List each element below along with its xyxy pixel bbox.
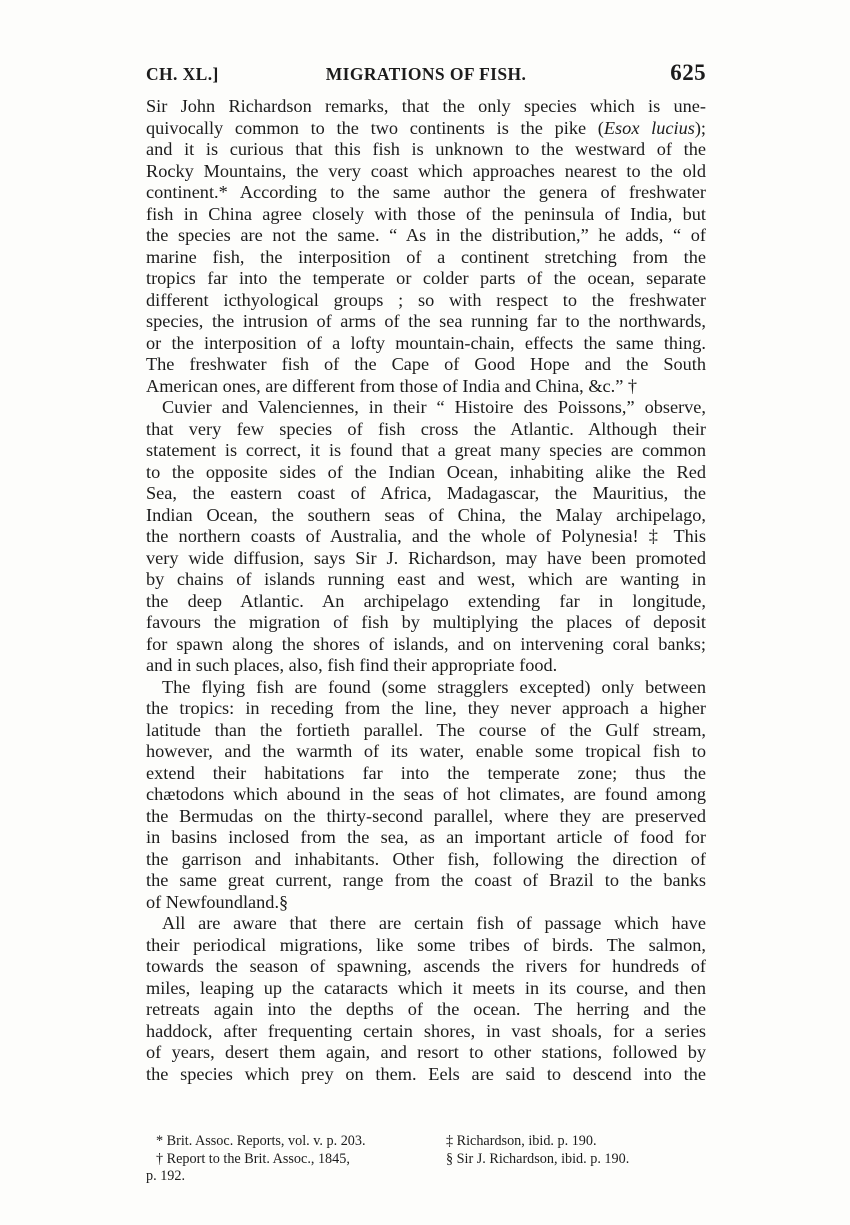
page-number: 625	[670, 60, 706, 85]
chapter-label: CH. XL.]	[146, 64, 219, 84]
text-line: The flying fish are found (some stragglers excepted) only between	[162, 676, 706, 697]
text-line: miles, leaping up the cataracts which it meets in its course, and then	[146, 977, 706, 998]
text-line: by chains of islands running east and west, which are wanting in	[146, 569, 706, 589]
text-line: marine fish, the interposition of a continent stretching from the	[146, 246, 706, 267]
text-line: continent.* According to the same author the genera of freshwater	[146, 182, 706, 202]
running-title: MIGRATIONS OF FISH.	[325, 64, 527, 84]
text-line: their periodical migrations, like some tribes of birds. The salmon,	[146, 934, 706, 955]
text-line: haddock, after frequenting certain shores, in vast shoals, for a series	[146, 1020, 706, 1041]
text-line: the northern coasts of Australia, and the whole of Polynesia! ‡ This	[146, 526, 706, 546]
text-line: different icthyological groups ; so with respect to the freshwater	[146, 289, 706, 310]
text-line: quivocally common to the two continents is the pike (Esox lucius);	[146, 117, 706, 138]
text-line: fish in China agree closely with those of the peninsula of India, but	[146, 203, 706, 224]
text-line: statement is correct, it is found that a great many species are common	[146, 440, 706, 460]
text-line: the same great current, range from the coast of Brazil to the banks	[146, 870, 706, 890]
footnote: * Brit. Assoc. Reports, vol. v. p. 203.	[156, 1133, 366, 1149]
text-line: species, the intrusion of arms of the sea running far to the northwards,	[146, 311, 706, 331]
text-line: Rocky Mountains, the very coast which approaches nearest to the old	[146, 160, 706, 181]
text-line: of Newfoundland.§	[146, 891, 289, 912]
text-line: American ones, are different from those of India and China, &c.” †	[146, 375, 638, 396]
footnote: § Sir J. Richardson, ibid. p. 190.	[446, 1150, 630, 1167]
text-line: or the interposition of a lofty mountain-chain, effects the same thing.	[146, 332, 706, 353]
text-line: the Bermudas on the thirty-second parallel, where they are preserved	[146, 805, 706, 826]
text-line: and it is curious that this fish is unknown to the westward of the	[146, 139, 706, 159]
text-line: extend their habitations far into the temperate zone; thus the	[146, 762, 706, 783]
text-line: to the opposite sides of the Indian Ocean, inhabiting alike the Red	[146, 461, 706, 482]
text-line: retreats again into the depths of the ocean. The herring and the	[146, 999, 706, 1019]
text-line: Indian Ocean, the southern seas of China, the Malay archipelago,	[146, 504, 706, 525]
text-line: tropics far into the temperate or colder parts of the ocean, separate	[146, 268, 706, 288]
text-line: in basins inclosed from the sea, as an important article of food for	[146, 827, 706, 847]
text-line: chætodons which abound in the seas of hot climates, are found among	[146, 784, 706, 804]
text-line: the tropics: in receding from the line, they never approach a higher	[146, 698, 706, 718]
running-header	[146, 62, 706, 90]
text-line: the species which prey on them. Eels are said to descend into the	[146, 1063, 706, 1084]
footnote-continuation: p. 192.	[146, 1168, 186, 1184]
text-line: of years, desert them again, and resort to other stations, followed by	[146, 1042, 706, 1062]
text-line: however, and the warmth of its water, enable some tropical fish to	[146, 741, 706, 761]
text-line: favours the migration of fish by multiplying the places of deposit	[146, 612, 706, 632]
footnote: ‡ Richardson, ibid. p. 190.	[446, 1133, 597, 1149]
footnotes-right	[446, 1133, 711, 1168]
body-text	[146, 96, 706, 1085]
footnote: † Report to the Brit. Assoc., 1845,	[156, 1150, 350, 1167]
text-line: towards the season of spawning, ascends the rivers for hundreds of	[146, 956, 706, 976]
text-line: that very few species of fish cross the Atlantic. Although their	[146, 418, 706, 439]
text-line: the deep Atlantic. An archipelago extending far in longitude,	[146, 590, 706, 611]
text-line: The freshwater fish of the Cape of Good Hope and the South	[146, 354, 706, 374]
text-line: All are aware that there are certain fish of passage which have	[162, 913, 706, 933]
text-line: Sir John Richardson remarks, that the only species which is une-	[146, 96, 706, 116]
text-line: very wide diffusion, says Sir J. Richardson, may have been promoted	[146, 547, 706, 568]
text-line: Sea, the eastern coast of Africa, Madagascar, the Mauritius, the	[146, 483, 706, 503]
text-line: the garrison and inhabitants. Other fish, following the direction of	[146, 848, 706, 869]
text-line: for spawn along the shores of islands, and on intervening coral banks;	[146, 633, 706, 654]
footnotes-left	[146, 1133, 438, 1186]
text-line: and in such places, also, fish find their appropriate food.	[146, 655, 558, 675]
text-line: the species are not the same. “ As in the distribution,” he adds, “ of	[146, 225, 706, 245]
text-line: Cuvier and Valenciennes, in their “ Histoire des Poissons,” observe,	[162, 397, 706, 417]
text-line: latitude than the fortieth parallel. The course of the Gulf stream,	[146, 719, 706, 740]
